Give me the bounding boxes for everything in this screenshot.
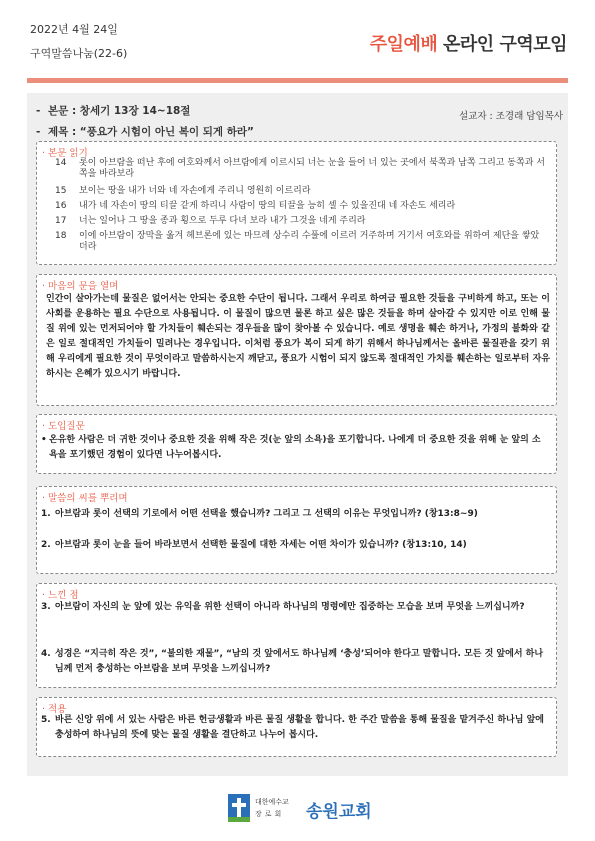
page-header bbox=[0, 0, 595, 95]
header-divider bbox=[27, 78, 568, 83]
intro-box bbox=[36, 414, 557, 474]
feel-box bbox=[36, 583, 557, 688]
intro-question-text: 온유한 사람은 더 귀한 것이나 중요한 것을 위해 작은 것(눈 앞의 소욕)을 포기합니다. 나에게 더 중요한 것을 위해 눈 앞의 소욕을 포기했던 경험이 있다면 나누어봅시다. bbox=[49, 435, 541, 460]
sermon-title-row: - 제목 : “풍요가 시험이 아닌 복이 되게 하라” bbox=[36, 126, 254, 138]
seed-box bbox=[36, 486, 557, 574]
page-title-rest: 온라인 구역모임 bbox=[437, 34, 567, 55]
verse-number: 18 bbox=[55, 231, 67, 241]
question-number: 4. bbox=[41, 649, 51, 659]
denomination-label: 대한예수교 bbox=[255, 798, 289, 806]
verse-text: 보이는 땅을 내가 너와 네 자손에게 주리니 영원히 이르리라 bbox=[79, 186, 311, 196]
verse-text: 내가 네 자손이 땅의 티끌 같게 하리니 사람이 땅의 티끌을 능히 셀 수 있을진대 네 자손도 세리라 bbox=[79, 201, 456, 211]
verse-text: 롯이 아브람을 떠난 후에 여호와께서 아브람에게 이르시되 너는 눈을 들어 너 있는 곳에서 북쪽과 남쪽 그리고 동쪽과 서쪽을 바라보라 bbox=[79, 158, 545, 179]
question-number: 3. bbox=[41, 602, 51, 612]
bullet-icon: • bbox=[41, 435, 47, 445]
presbyterian-label: 장로회 bbox=[255, 810, 285, 818]
question-number: 1. bbox=[41, 509, 51, 519]
verse-number: 16 bbox=[55, 201, 67, 211]
question-text: 성경은 “지극히 작은 것”, “불의한 재물”, “남의 것 앞에서도 하나님께 ‘충성’되어야 한다고 말합니다. 모든 것 앞에서 하나님께 먼저 충성하는 아브람을 보며 무엇을 느끼십니까? bbox=[55, 649, 544, 674]
scripture-label: 본문 : 창세기 13장 14~18절 bbox=[48, 105, 191, 117]
apply-box bbox=[36, 697, 557, 757]
heart-box bbox=[36, 274, 557, 406]
sermon-title: 제목 : “풍요가 시험이 아닌 복이 되게 하라” bbox=[48, 126, 254, 138]
intro-title: · 도입질문 bbox=[42, 421, 85, 432]
cross-icon bbox=[228, 794, 250, 822]
series-label: 구역말씀나눔(22-6) bbox=[30, 47, 128, 60]
page-title-accent: 주일예배 bbox=[369, 34, 438, 55]
question-text: 아브람과 롯이 눈을 들어 바라보면서 선택한 물질에 대한 자세는 어떤 차이가 있습니까? (창13:10, 14) bbox=[55, 540, 467, 550]
question-text: 아브람이 자신의 눈 앞에 있는 유익을 위한 선택이 아니라 하나님의 명령에만 집중하는 모습을 보며 무엇을 느끼십니까? bbox=[55, 602, 525, 612]
feel-title: · 느낀 점 bbox=[42, 590, 79, 601]
seed-title: · 말씀의 씨를 뿌리며 bbox=[42, 493, 128, 504]
verse-number: 17 bbox=[55, 216, 67, 226]
heart-title: · 마음의 문을 열며 bbox=[42, 281, 119, 292]
verse-text: 너는 일어나 그 땅을 종과 횡으로 두루 다녀 보라 내가 그것을 네게 주리라 bbox=[79, 216, 366, 226]
preacher-label: 설교자 : 조경래 담임목사 bbox=[458, 111, 563, 122]
church-name: 송원교회 bbox=[306, 802, 372, 822]
question-text: 바른 신앙 위에 서 있는 사람은 바른 헌금생활과 바른 물질 생활을 합니다. 한 주간 말씀을 통해 물질을 맡겨주신 하나님 앞에 충성하여 하나님의 뜻에 맞는 물질 생활을 결단하고 나누어 봅시다. bbox=[55, 715, 544, 740]
question-text: 아브람과 롯이 선택의 기로에서 어떤 선택을 했습니까? 그리고 그 선택의 이유는 무엇입니까? (창13:8~9) bbox=[55, 509, 478, 519]
heart-paragraph: 인간이 살아가는데 물질은 없어서는 안되는 중요한 수단이 됩니다. 그래서 우리로 하여금 필요한 것들을 구비하게 하고, 또는 이 사회를 운용하는 필요 수단으로 사용됩니다. 이 물질이 많으면 물론 하고 싶은 많은 것들을 하며 살아갈 수 있지만 이로 인해 물질 위에 있는 먼저되어야 할 가치들이 훼손되는 경우들을 많이 찾아볼 수 있습니다. 예로 생명을 훼손 하거나, 가정의 불화와 같은 일로 절대적인 가치들이 밀려나는 경우입니다. 이처럼 풍요가 복이 되게 하기 위해서 하나님께서는 올바른 물질관을 갖기 위해 우리에게 필요한 것이 무엇이라고 말씀하시는지 깨닫고, 풍요가 시험이 되지 않도록 절대적인 가치를 훼손하는 일로부터 자유하시는 은혜가 있으시기 바랍니다. bbox=[46, 294, 550, 379]
question-number: 5. bbox=[41, 715, 51, 725]
verse-number: 14 bbox=[55, 158, 67, 168]
apply-title: · 적용 bbox=[42, 704, 67, 715]
reading-title: · 본문 읽기 bbox=[42, 148, 88, 159]
reading-box bbox=[36, 141, 557, 265]
question-number: 2. bbox=[41, 540, 51, 550]
date-label: 2022년 4월 24일 bbox=[30, 23, 118, 36]
verse-text: 이에 아브람이 장막을 옮겨 헤브론에 있는 마므레 상수리 수풀에 이르러 거주하며 거기서 여호와를 위하여 제단을 쌓았더라 bbox=[79, 231, 540, 252]
verse-number: 15 bbox=[55, 186, 67, 196]
scripture-row: - 본문 : 창세기 13장 14~18절 bbox=[36, 105, 191, 117]
page-title bbox=[370, 30, 567, 56]
church-logo bbox=[228, 794, 378, 824]
